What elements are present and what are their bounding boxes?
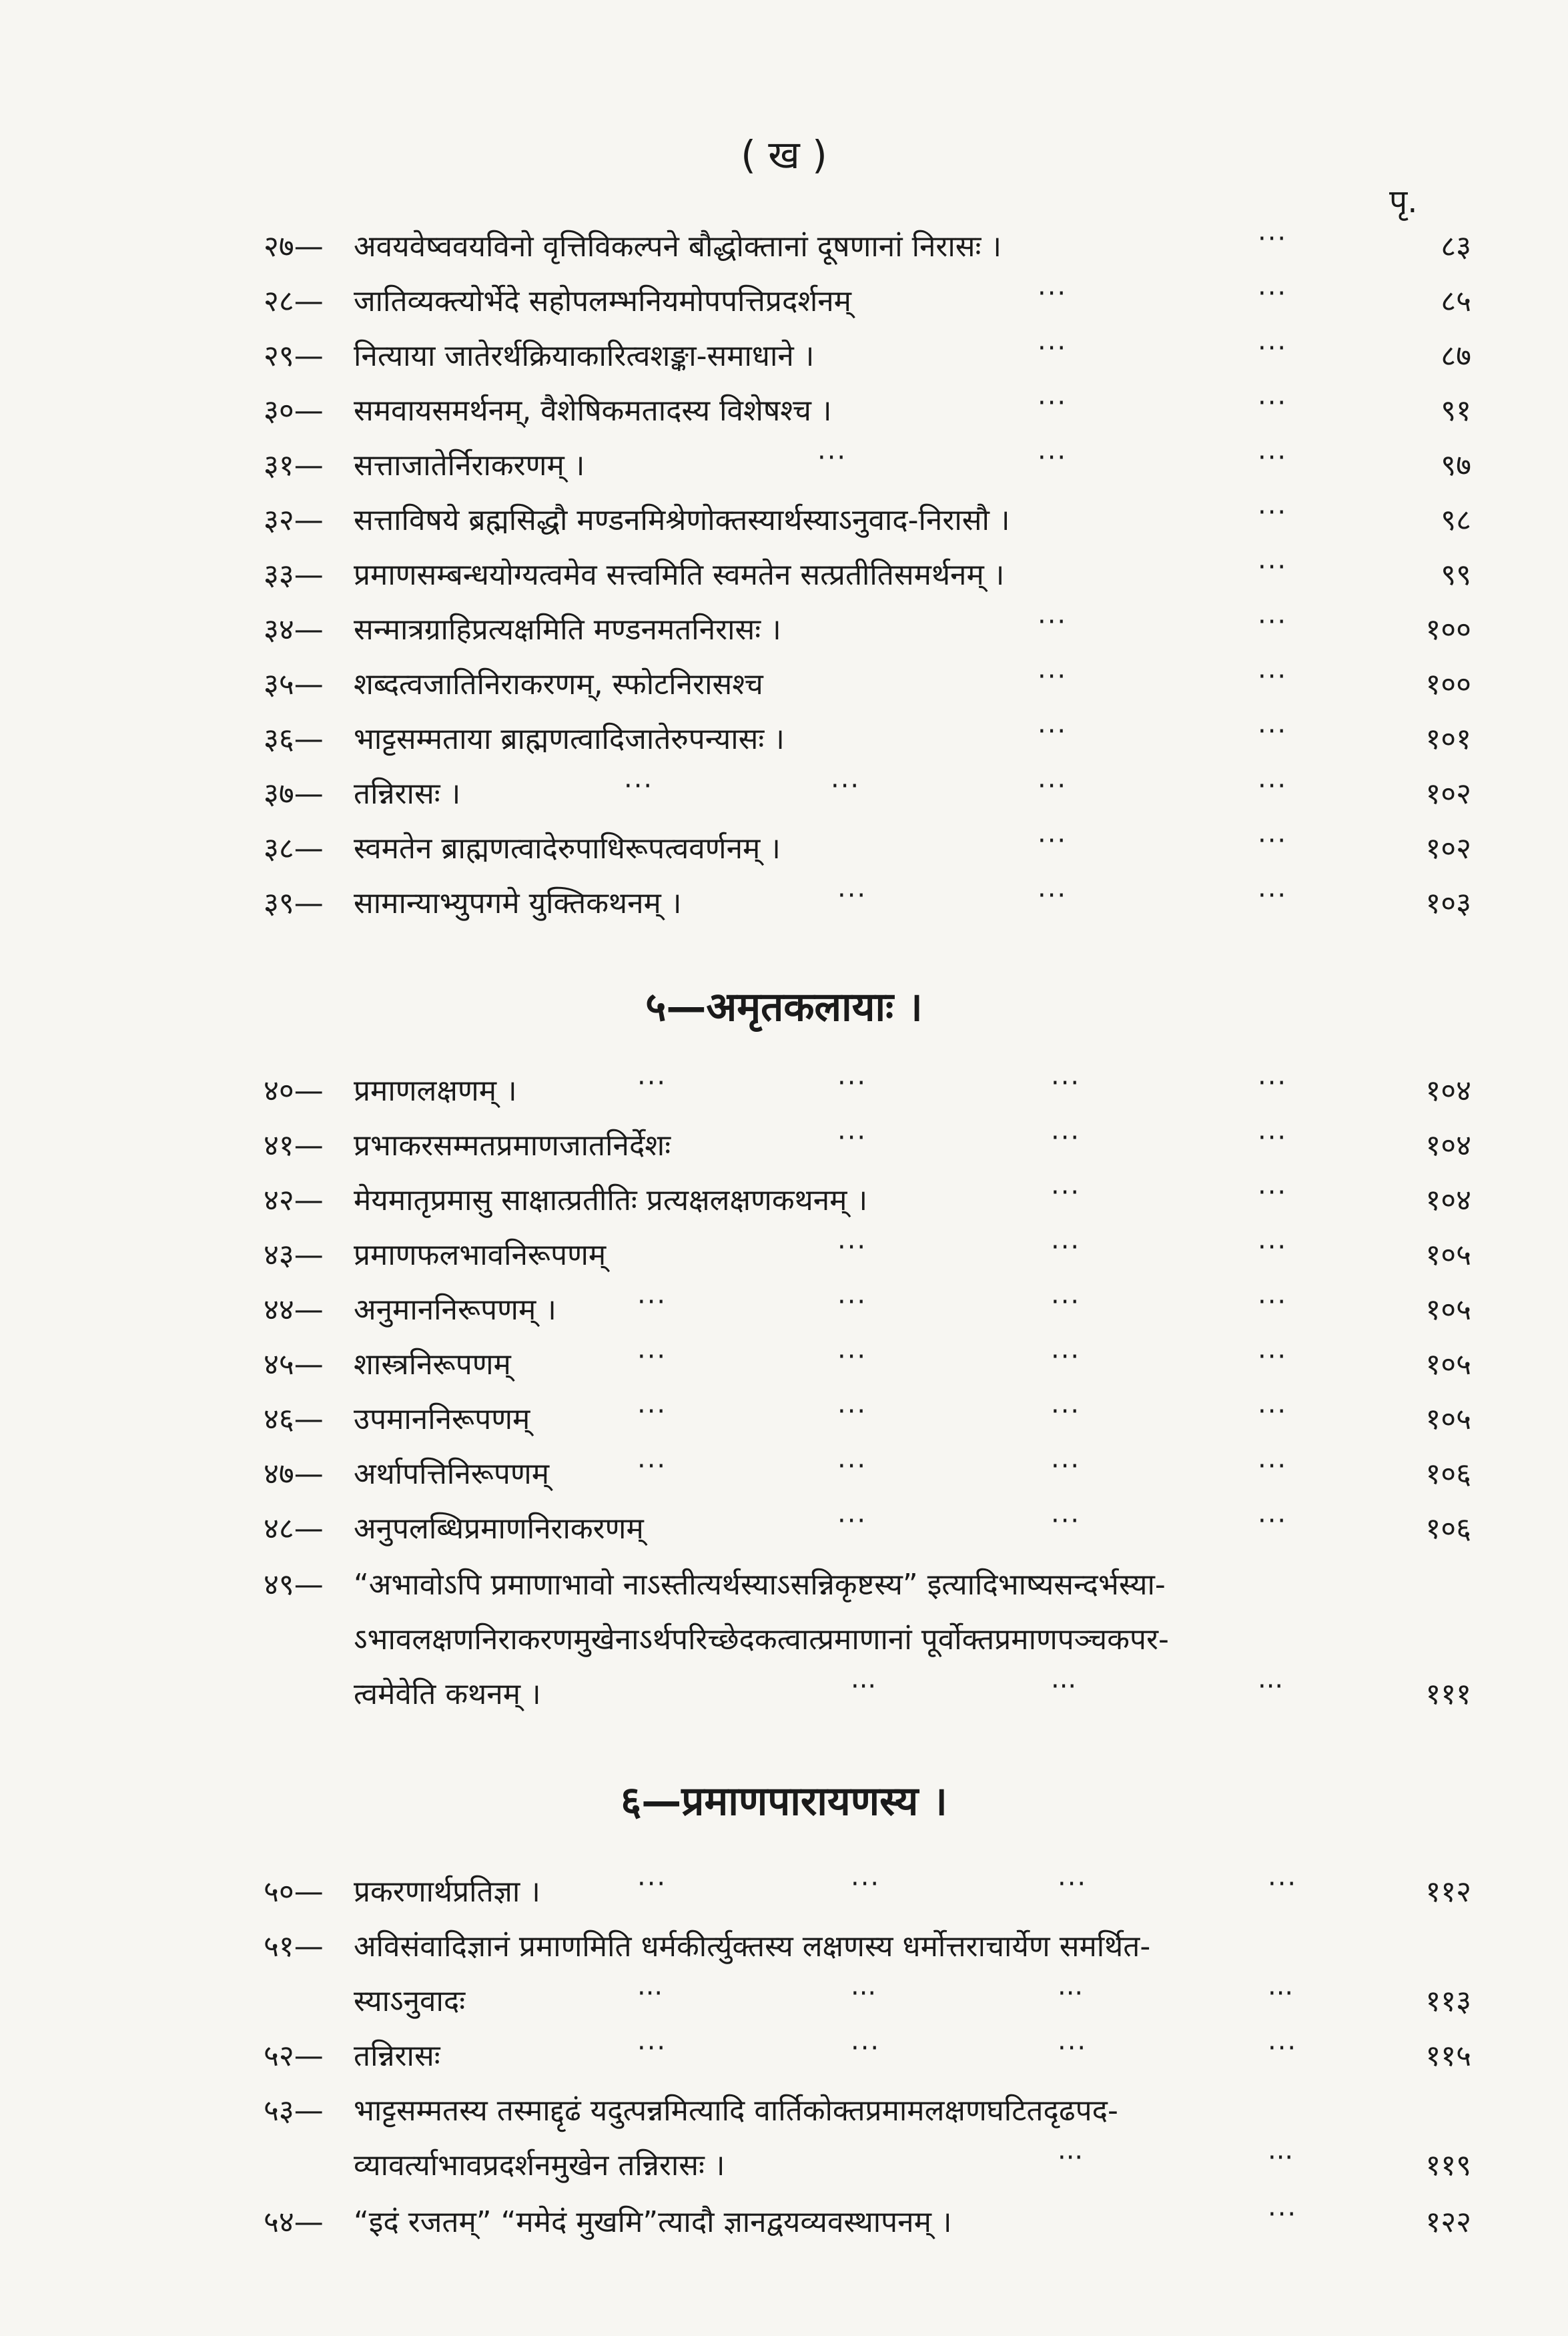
entry-text: अवयवेष्ववयविनो वृत्तिविकल्पने बौद्धोक्तानां दूषणानां निरासः । [354, 230, 1002, 264]
leader-dots: ··· [637, 1287, 667, 1318]
entry-number: ४०— [264, 1074, 324, 1108]
leader-dots: ··· [637, 1451, 667, 1482]
entry-page: १०४ [1425, 1183, 1471, 1217]
entry-text: प्रकरणार्थप्रतिज्ञा । [354, 1875, 540, 1909]
toc-entry [264, 1229, 1471, 1282]
entry-number: ३०— [264, 394, 324, 428]
section-heading: ६—प्रमाणपारायणस्य । [621, 1778, 947, 1825]
leader-dots: ··· [1038, 771, 1068, 802]
entry-text: सामान्याभ्युपगमे युक्तिकथनम् । [354, 886, 682, 920]
entry-number: ४७— [264, 1457, 324, 1491]
toc-entry [264, 384, 1471, 438]
entry-number: २७— [264, 230, 324, 264]
leader-dots: ··· [1258, 1232, 1288, 1263]
entry-text: सत्ताविषये ब्रह्मसिद्धौ मण्डनमिश्रेणोक्तस्यार्थस्याऽनुवाद-निरासौ । [354, 503, 1010, 537]
leader-dots: ··· [1258, 607, 1288, 637]
leader-dots: ··· [1058, 1869, 1088, 1900]
entry-number: ३९— [264, 886, 324, 920]
leader-dots: ··· [637, 1396, 667, 1427]
toc-entry [264, 2196, 1471, 2249]
leader-dots: ··· [1258, 278, 1288, 309]
toc-entry [264, 2084, 1471, 2138]
leader-dots: ··· [1038, 880, 1068, 911]
toc-entry [264, 877, 1471, 930]
toc-entry [264, 1065, 1471, 1118]
entry-number: ४८— [264, 1512, 324, 1546]
entry-number: ४१— [264, 1129, 324, 1163]
entry-page: १०४ [1425, 1129, 1471, 1163]
leader-dots: ··· [1258, 1342, 1288, 1372]
leader-dots: ··· [1258, 552, 1288, 583]
entry-number: ३२— [264, 503, 324, 537]
toc-entry [264, 549, 1471, 602]
leader-dots: ··· [1051, 1232, 1081, 1263]
leader-dots: ··· [837, 1451, 867, 1482]
entry-page: ९७ [1441, 449, 1471, 483]
entry-number: ५४— [264, 2205, 324, 2239]
leader-dots: ··· [1268, 2199, 1298, 2230]
entry-text: शब्दत्वजातिनिराकरणम्, स्फोटनिरासश्च [354, 667, 763, 701]
toc-entry [264, 1448, 1471, 1501]
toc-entry [264, 768, 1471, 821]
leader-dots: ··· [1038, 716, 1068, 747]
leader-dots: ··· [1258, 1671, 1284, 1702]
entry-page: ८७ [1441, 339, 1471, 373]
entry-page: १०२ [1425, 777, 1471, 811]
leader-dots: ··· [1258, 224, 1288, 254]
entry-page: १०६ [1425, 1457, 1471, 1491]
leader-dots: ··· [1258, 497, 1288, 528]
toc-entry [264, 330, 1471, 383]
toc-entry [264, 1865, 1471, 1919]
entry-page: १०५ [1425, 1348, 1471, 1382]
entry-number: ४२— [264, 1183, 324, 1217]
entry-number: २९— [264, 339, 324, 373]
page-header: ( ख ) [741, 132, 827, 178]
entry-text: प्रमाणफलभावनिरूपणम् [354, 1238, 607, 1272]
leader-dots: ··· [1258, 771, 1288, 802]
entry-page: १११ [1425, 1677, 1471, 1711]
entry-number: ५१— [264, 1930, 324, 1964]
leader-dots: ··· [1258, 661, 1288, 692]
entry-number: ३५— [264, 667, 324, 701]
leader-dots: ··· [837, 1396, 867, 1427]
leader-dots: ··· [637, 1978, 663, 2009]
leader-dots: ··· [1051, 1506, 1081, 1536]
toc-entry [264, 1119, 1471, 1173]
leader-dots: ··· [1258, 1396, 1288, 1427]
toc-entry [264, 439, 1471, 493]
entry-page: ८५ [1441, 284, 1471, 318]
leader-dots: ··· [1051, 1671, 1077, 1702]
entry-text: अर्थापत्तिनिरूपणम् [354, 1457, 550, 1491]
leader-dots: ··· [831, 771, 861, 802]
leader-dots: ··· [1258, 880, 1288, 911]
entry-text: स्याऽनुवादः [354, 1984, 466, 2018]
entry-page: ११२ [1425, 1875, 1471, 1909]
leader-dots: ··· [1258, 1068, 1288, 1099]
leader-dots: ··· [1038, 333, 1068, 364]
entry-text: समवायसमर्थनम्, वैशेषिकमतादस्य विशेषश्च । [354, 394, 832, 428]
leader-dots: ··· [1038, 278, 1068, 309]
entry-number: ५०— [264, 1875, 324, 1909]
entry-page: १०१ [1425, 722, 1471, 756]
leader-dots: ··· [637, 2033, 667, 2064]
entry-page: १०० [1425, 613, 1471, 647]
leader-dots: ··· [1258, 1177, 1288, 1208]
entry-text: अनुमाननिरूपणम् । [354, 1293, 556, 1327]
entry-text: अविसंवादिज्ञानं प्रमाणमिति धर्मकीर्त्युक्तस्य लक्षणस्य धर्मोत्तराचार्येण समर्थित- [354, 1930, 1151, 1964]
entry-page: १०५ [1425, 1402, 1471, 1436]
leader-dots: ··· [1268, 2033, 1298, 2064]
entry-text: भाट्टसम्मताया ब्राह्मणत्वादिजातेरुपन्यासः । [354, 722, 785, 756]
entry-number: ४९— [264, 1568, 324, 1602]
leader-dots: ··· [837, 1123, 867, 1153]
leader-dots: ··· [1038, 826, 1068, 856]
leader-dots: ··· [637, 1342, 667, 1372]
entry-number: ३६— [264, 722, 324, 756]
entry-page: ९८ [1441, 503, 1471, 537]
leader-dots: ··· [851, 1978, 877, 2009]
toc-entry-continuation [354, 2139, 1471, 2193]
entry-text: उपमाननिरूपणम् [354, 1402, 530, 1436]
leader-dots: ··· [1051, 1123, 1081, 1153]
leader-dots: ··· [1051, 1396, 1081, 1427]
entry-page: १२२ [1425, 2205, 1471, 2239]
section-heading: ५—अमृतकलायाः । [645, 984, 923, 1031]
leader-dots: ··· [637, 1869, 667, 1900]
toc-entry [264, 658, 1471, 711]
leader-dots: ··· [1268, 2142, 1294, 2173]
toc-entry [264, 2030, 1471, 2083]
toc-entry [264, 1174, 1471, 1227]
entry-page: १०२ [1425, 832, 1471, 866]
leader-dots: ··· [837, 1506, 867, 1536]
leader-dots: ··· [837, 1342, 867, 1372]
leader-dots: ··· [1038, 607, 1068, 637]
entry-text: “इदं रजतम्” “ममेदं मुखमि”त्यादौ ज्ञानद्वयव्यवस्थापनम् । [354, 2205, 952, 2239]
entry-text: जातिव्यक्त्योर्भेदे सहोपलम्भनियमोपपत्तिप्रदर्शनम् [354, 284, 851, 318]
leader-dots: ··· [1258, 1506, 1288, 1536]
leader-dots: ··· [1258, 716, 1288, 747]
leader-dots: ··· [637, 1068, 667, 1099]
toc-entry [264, 713, 1471, 766]
leader-dots: ··· [1051, 1342, 1081, 1372]
entry-number: ३३— [264, 558, 324, 592]
entry-number: ४४— [264, 1293, 324, 1327]
entry-number: ५२— [264, 2039, 324, 2073]
entry-page: ११९ [1425, 2148, 1471, 2182]
entry-page: १०५ [1425, 1293, 1471, 1327]
leader-dots: ··· [624, 771, 654, 802]
entry-page: ९९ [1441, 558, 1471, 592]
leader-dots: ··· [1258, 826, 1288, 856]
entry-text: प्रमाणलक्षणम् । [354, 1074, 517, 1108]
leader-dots: ··· [1258, 443, 1288, 473]
toc-entry [264, 822, 1471, 876]
entry-text: सत्ताजातेर्निराकरणम् । [354, 449, 585, 483]
entry-page: ८३ [1441, 230, 1471, 264]
entry-text: सन्मात्रग्राहिप्रत्यक्षमिति मण्डनमतनिरासः । [354, 613, 781, 647]
leader-dots: ··· [1058, 1978, 1084, 2009]
entry-page: ११५ [1425, 2039, 1471, 2073]
toc-entry [264, 1502, 1471, 1556]
leader-dots: ··· [837, 1287, 867, 1318]
toc-entry-continuation [354, 1668, 1471, 1721]
entry-number: ३४— [264, 613, 324, 647]
entry-text: अनुपलब्धिप्रमाणनिराकरणम् [354, 1512, 644, 1546]
entry-text: मेयमातृप्रमासु साक्षात्प्रतीतिः प्रत्यक्षलक्षणकथनम् । [354, 1183, 868, 1217]
leader-dots: ··· [837, 1232, 867, 1263]
entry-text: व्यावर्त्याभावप्रदर्शनमुखेन तन्निरासः । [354, 2148, 725, 2182]
entry-page: १०० [1425, 667, 1471, 701]
entry-text: “अभावोऽपि प्रमाणाभावो नाऽस्तीत्यर्थस्याऽसन्निकृष्टस्य” इत्यादिभाष्यसन्दर्भस्या- [354, 1568, 1166, 1602]
entry-number: ४५— [264, 1348, 324, 1382]
leader-dots: ··· [837, 880, 867, 911]
toc-entry [264, 220, 1471, 274]
leader-dots: ··· [1268, 1978, 1294, 2009]
toc-entry-continuation [354, 1613, 1471, 1667]
entry-page: १०६ [1425, 1512, 1471, 1546]
entry-text: प्रमाणसम्बन्धयोग्यत्वमेव सत्त्वमिति स्वमतेन सत्प्रतीतिसमर्थनम् । [354, 558, 1005, 592]
leader-dots: ··· [1058, 2142, 1084, 2173]
toc-entry [264, 1393, 1471, 1446]
entry-page: १०५ [1425, 1238, 1471, 1272]
entry-text: प्रभाकरसम्मतप्रमाणजातनिर्देशः [354, 1129, 671, 1163]
toc-entry [264, 603, 1471, 657]
leader-dots: ··· [817, 443, 847, 473]
page-column-label: पृ. [1389, 183, 1418, 220]
entry-number: २८— [264, 284, 324, 318]
toc-entry [264, 1920, 1471, 1974]
entry-text: त्वमेवेति कथनम् । [354, 1677, 541, 1711]
entry-page: ११३ [1425, 1984, 1471, 2018]
entry-text: भाट्टसम्मतस्य तस्माद्दृढं यदुत्पन्नमित्यादि वार्तिकोक्तप्रमामलक्षणघटितदृढपद- [354, 2094, 1118, 2128]
leader-dots: ··· [1038, 443, 1068, 473]
leader-dots: ··· [1258, 333, 1288, 364]
entry-page: १०४ [1425, 1074, 1471, 1108]
entry-text: शास्त्रनिरूपणम् [354, 1348, 511, 1382]
toc-entry [264, 1338, 1471, 1392]
entry-number: ३१— [264, 449, 324, 483]
toc-entry [264, 1558, 1471, 1612]
toc-entry [264, 1283, 1471, 1337]
entry-text: तन्निरासः । [354, 777, 461, 811]
entry-text: नित्याया जातेरर्थक्रियाकारित्वशङ्का-समाधाने । [354, 339, 815, 373]
entry-number: ४६— [264, 1402, 324, 1436]
entry-number: ५३— [264, 2094, 324, 2128]
leader-dots: ··· [1051, 1451, 1081, 1482]
entry-page: १०३ [1425, 886, 1471, 920]
leader-dots: ··· [1258, 1451, 1288, 1482]
leader-dots: ··· [837, 1068, 867, 1099]
entry-text: ऽभावलक्षणनिराकरणमुखेनाऽर्थपरिच्छेदकत्वात्प्रमाणानां पूर्वोक्तप्रमाणपञ्चकपर- [354, 1623, 1169, 1657]
leader-dots: ··· [1058, 2033, 1088, 2064]
leader-dots: ··· [1258, 1123, 1288, 1153]
toc-entry [264, 494, 1471, 547]
leader-dots: ··· [851, 1671, 877, 1702]
entry-number: ३८— [264, 832, 324, 866]
entry-number: ३७— [264, 777, 324, 811]
entry-page: ९१ [1441, 394, 1471, 428]
toc-entry-continuation [354, 1975, 1471, 2028]
leader-dots: ··· [851, 2033, 881, 2064]
entry-text: स्वमतेन ब्राह्मणत्वादेरुपाधिरूपत्ववर्णनम् । [354, 832, 781, 866]
leader-dots: ··· [1258, 1287, 1288, 1318]
leader-dots: ··· [1051, 1068, 1081, 1099]
leader-dots: ··· [851, 1869, 881, 1900]
toc-entry [264, 275, 1471, 328]
leader-dots: ··· [1038, 661, 1068, 692]
leader-dots: ··· [1051, 1177, 1081, 1208]
leader-dots: ··· [1268, 1869, 1298, 1900]
entry-text: तन्निरासः [354, 2039, 440, 2073]
entry-number: ४३— [264, 1238, 324, 1272]
leader-dots: ··· [1051, 1287, 1081, 1318]
leader-dots: ··· [1038, 388, 1068, 418]
leader-dots: ··· [1258, 388, 1288, 418]
